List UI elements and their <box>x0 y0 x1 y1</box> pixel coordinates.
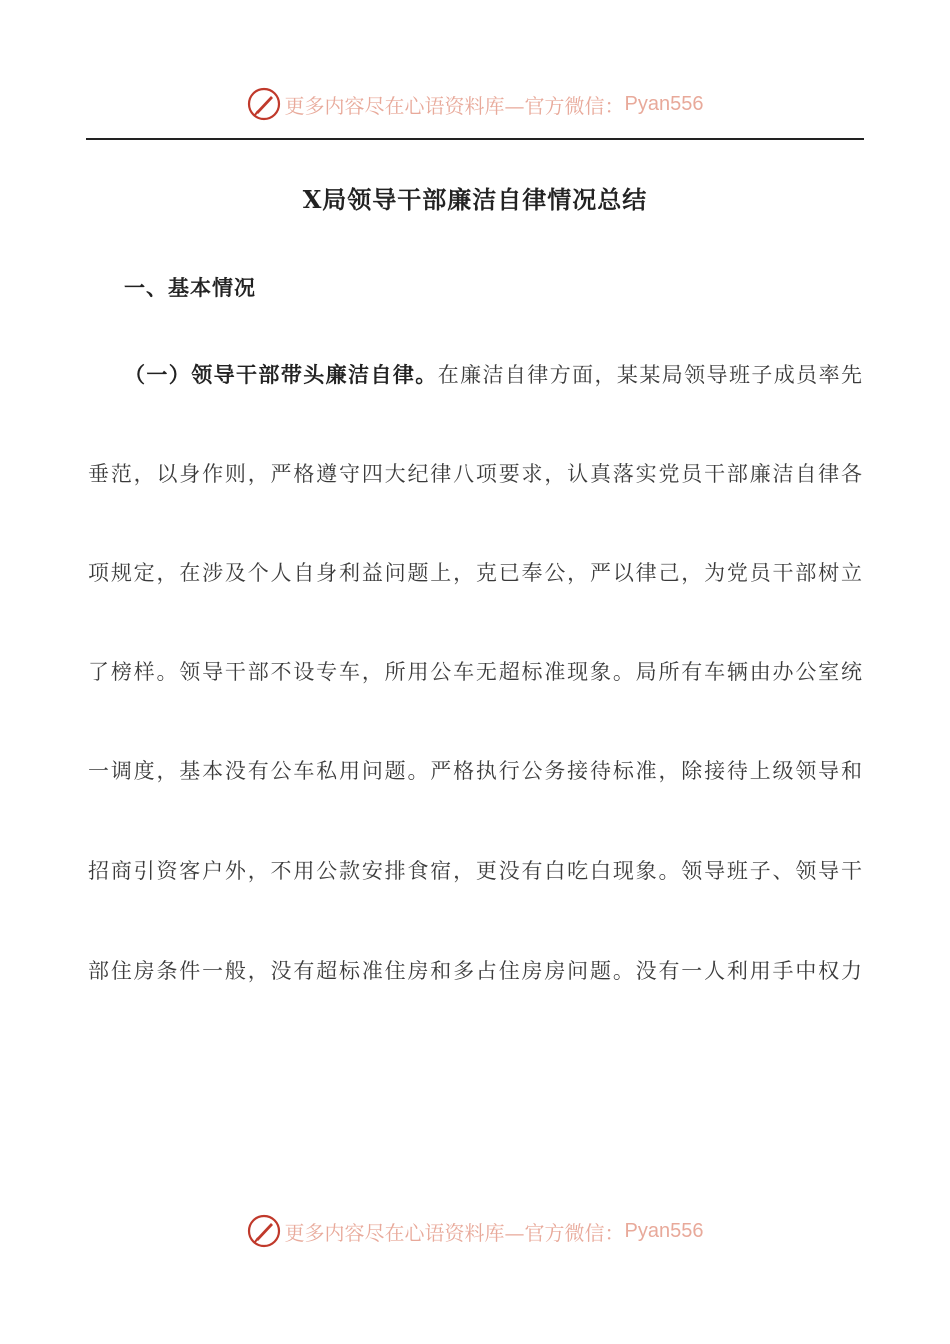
header-rule <box>86 138 864 140</box>
paragraph-line-text: 在廉洁自律方面，某某局领导班子成员率先 <box>437 363 862 387</box>
quill-logo-icon <box>247 87 281 121</box>
watermark-text: 更多内容尽在心语资料库—官方微信： <box>284 93 625 118</box>
paragraph-line: 招商引资客户外，不用公款安排食宿，更没有白吃白现象。领导班子、领导干 <box>88 859 862 883</box>
watermark-text: 更多内容尽在心语资料库—官方微信： <box>284 1220 625 1245</box>
quill-logo-icon <box>247 1214 281 1248</box>
paragraph-line: 了榜样。领导干部不设专车，所用公车无超标准现象。局所有车辆由办公室统 <box>88 660 862 684</box>
paragraph-line: 项规定，在涉及个人自身利益问题上，克已奉公，严以律己，为党员干部树立 <box>88 561 862 585</box>
paragraph-lead: （一）领导干部带头廉洁自律。 <box>124 362 438 387</box>
watermark-wechat-id: Pyan556 <box>624 1219 704 1242</box>
paragraph-line: 一调度，基本没有公车私用问题。严格执行公务接待标准，除接待上级领导和 <box>88 759 862 783</box>
watermark-wechat-id: Pyan556 <box>624 92 704 115</box>
document-title: X局领导干部廉洁自律情况总结 <box>302 185 648 214</box>
paragraph-line: 部住房条件一般，没有超标准住房和多占住房房问题。没有一人利用手中权力 <box>88 959 862 983</box>
header-watermark <box>0 84 950 124</box>
paragraph-line <box>124 360 862 390</box>
paragraph-line: 垂范，以身作则，严格遵守四大纪律八项要求，认真落实党员干部廉洁自律各 <box>88 462 862 486</box>
footer-watermark <box>0 1211 950 1251</box>
section-heading: 一、基本情况 <box>124 275 256 300</box>
